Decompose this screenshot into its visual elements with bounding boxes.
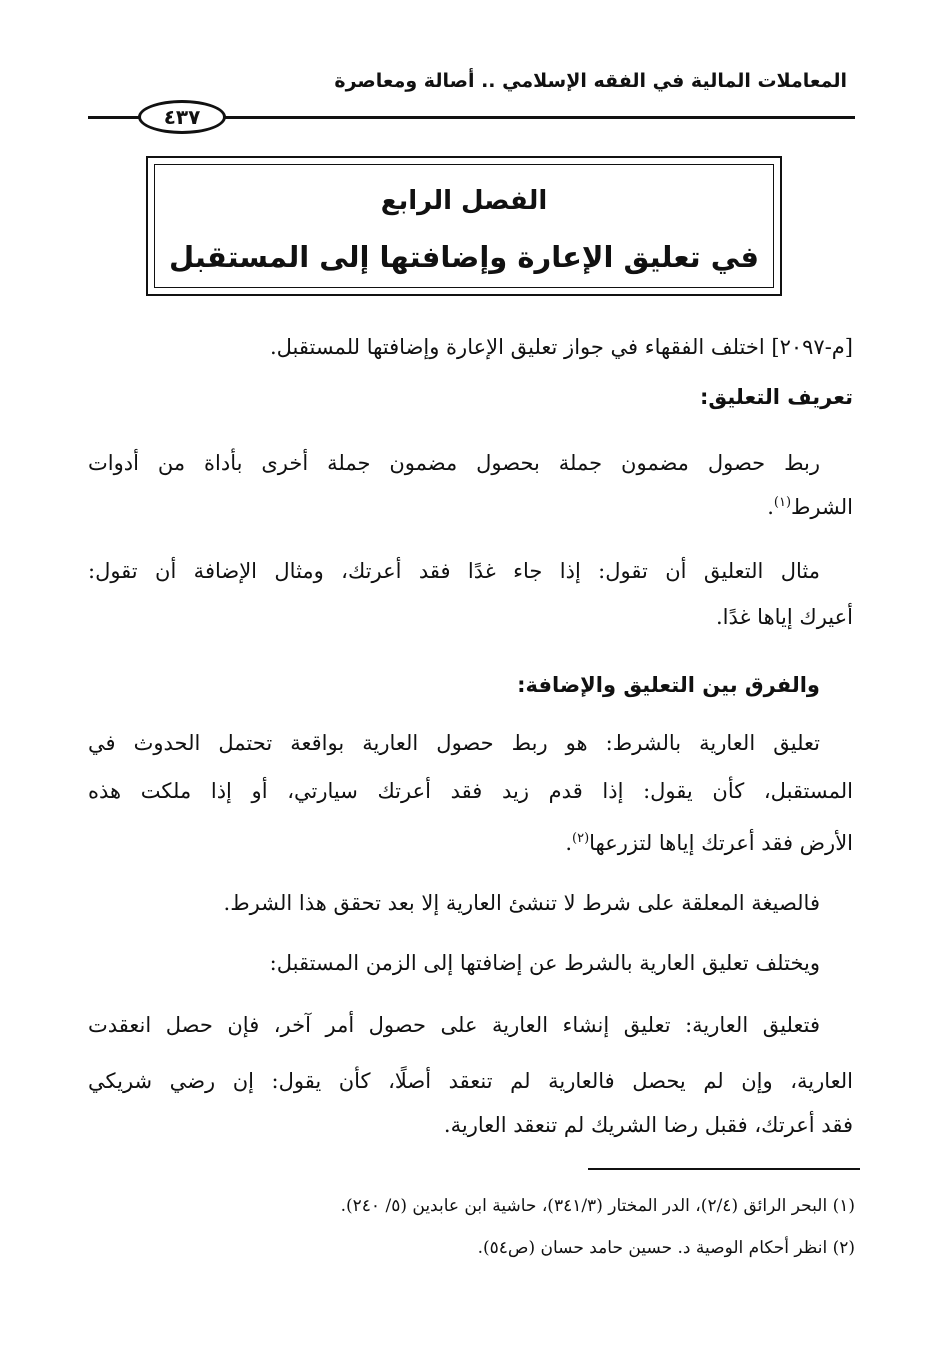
footnote-1: (١) البحر الرائق (٢/٤)، الدر المختار (٣٤١/٣)، حاشية ابن عابدين (٥/ ٢٤٠). [340, 1196, 855, 1216]
footnote-rule [588, 1168, 860, 1170]
running-header: المعاملات المالية في الفقه الإسلامي .. أصالة ومعاصرة [334, 70, 847, 92]
condition-line-2: المستقبل، كأن يقول: إذا قدم زيد فقد أعرتك سيارتي، أو إذا ملكت هذه [88, 779, 853, 803]
footnote-ref-2: (٢) [572, 831, 590, 846]
chapter-title-box [146, 156, 782, 296]
definition-line-2 [88, 488, 853, 522]
definition-end: . [767, 495, 774, 519]
footnote-2: (٢) انظر أحكام الوصية د. حسين حامد حسان (ص٥٤). [477, 1238, 855, 1258]
page-number: ٤٣٧ [138, 100, 226, 134]
footnote-ref-1: (١) [773, 495, 792, 510]
example-line-1: مثال التعليق أن تقول: إذا جاء غدًا فقد أعرتك، ومثال الإضافة أن تقول: [88, 559, 820, 583]
suspension-line-2: العارية، وإن لم يحصل فالعارية لم تنعقد أصلًا، كأن يقول: إن رضي شريكي [88, 1069, 853, 1093]
heading-difference: والفرق بين التعليق والإضافة: [517, 673, 820, 697]
paragraph-differs: ويختلف تعليق العارية بالشرط عن إضافتها إلى الزمن المستقبل: [269, 951, 820, 975]
definition-line-1: ربط حصول مضمون جملة بحصول مضمون جملة أخرى بأداة من أدوات [88, 451, 820, 475]
paragraph-formula: فالصيغة المعلقة على شرط لا تنشئ العارية إلا بعد تحقق هذا الشرط. [223, 891, 820, 915]
condition-line-1: تعليق العارية بالشرط: هو ربط حصول العارية بواقعة تحتمل الحدوث في [88, 731, 820, 755]
condition-end: . [565, 831, 573, 855]
chapter-subtitle: في تعليق الإعارة وإضافتها إلى المستقبل [168, 240, 760, 274]
suspension-line-1: فتعليق العارية: تعليق إنشاء العارية على حصول أمر آخر، فإن حصل انعقدت [88, 1013, 820, 1037]
condition-text: الأرض فقد أعرتك إياها لتزرعها [589, 831, 853, 855]
chapter-title: الفصل الرابع [380, 186, 548, 216]
heading-definition: تعريف التعليق: [700, 385, 853, 409]
suspension-line-3: فقد أعرتك، فقبل رضا الشريك لم تنعقد العارية. [443, 1113, 853, 1137]
example-line-2: أعيرك إياها غدًا. [715, 605, 853, 629]
paragraph-intro: [م-٢٠٩٧] اختلف الفقهاء في جواز تعليق الإعارة وإضافتها للمستقبل. [269, 335, 853, 359]
definition-text: الشرط [791, 495, 853, 519]
condition-line-3 [88, 824, 853, 858]
